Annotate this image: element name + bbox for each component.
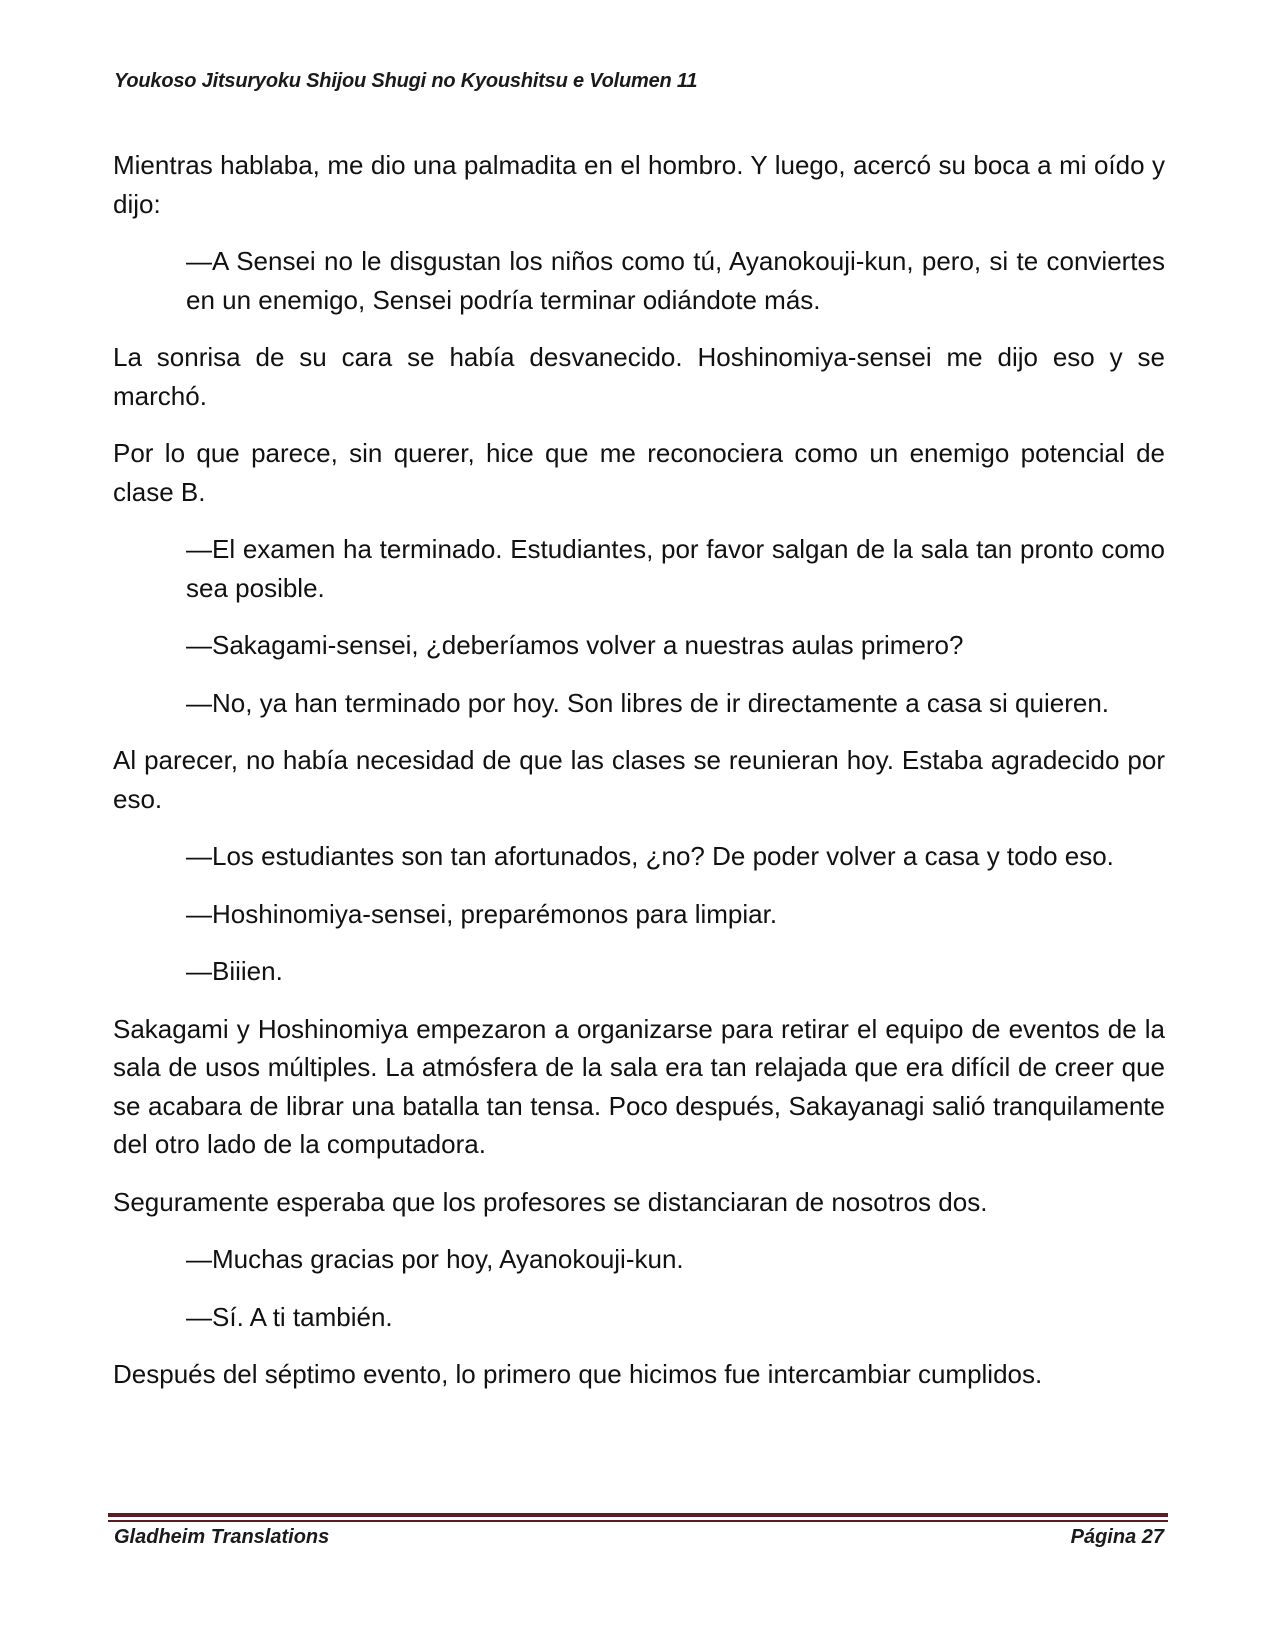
paragraph-dialogue: —A Sensei no le disgustan los niños como tú, Ayanokouji-kun, pero, si te conviertes en un enemigo, Sensei podría terminar odiándote más. xyxy=(186,246,1165,315)
paragraph-narration: Al parecer, no había necesidad de que las clases se reunieran hoy. Estaba agradecido por eso. xyxy=(113,745,1165,814)
running-header: Youkoso Jitsuryoku Shijou Shugi no Kyoushitsu e Volumen 11 xyxy=(114,70,698,92)
paragraph-dialogue: —Hoshinomiya-sensei, preparémonos para limpiar. xyxy=(186,898,778,929)
paragraph-dialogue: —Los estudiantes son tan afortunados, ¿no? De poder volver a casa y todo eso. xyxy=(186,841,1114,871)
footer-translator: Gladheim Translations xyxy=(114,1526,330,1548)
paragraph-narration: Después del séptimo evento, lo primero que hicimos fue intercambiar cumplidos. xyxy=(113,1359,1043,1389)
paragraph-dialogue: —Sí. A ti también. xyxy=(186,1301,393,1332)
paragraph-narration: Sakagami y Hoshinomiya empezaron a organizarse para retirar el equipo de eventos de la sala de usos múltiples. La atmósfera de la sala era tan relajada que era difícil de creer que se acabara de librar una batalla tan tensa. Poco después, Sakayanagi salió tranquilamente del otro lado de la computadora. xyxy=(113,1013,1165,1159)
paragraph-dialogue: —El examen ha terminado. Estudiantes, por favor salgan de la sala tan pronto como sea posible. xyxy=(186,534,1165,603)
paragraph-narration: La sonrisa de su cara se había desvanecido. Hoshinomiya-sensei me dijo eso y se marchó. xyxy=(113,342,1165,411)
paragraph-dialogue: —Biiien. xyxy=(186,956,283,986)
footer-divider-thick xyxy=(108,1513,1168,1517)
footer-divider-thin xyxy=(108,1520,1168,1522)
paragraph-narration: Por lo que parece, sin querer, hice que me reconociera como un enemigo potencial de clase B. xyxy=(113,438,1165,507)
paragraph-narration: Mientras hablaba, me dio una palmadita en el hombro. Y luego, acercó su boca a mi oído y dijo: xyxy=(113,150,1165,219)
footer-page-number: Página 27 xyxy=(1070,1526,1164,1548)
paragraph-narration: Seguramente esperaba que los profesores se distanciaran de nosotros dos. xyxy=(113,1186,988,1217)
paragraph-dialogue: —Muchas gracias por hoy, Ayanokouji-kun. xyxy=(186,1244,684,1274)
page-body xyxy=(113,146,1165,1413)
paragraph-dialogue: —No, ya han terminado por hoy. Son libres de ir directamente a casa si quieren. xyxy=(186,687,1109,718)
paragraph-dialogue: —Sakagami-sensei, ¿deberíamos volver a nuestras aulas primero? xyxy=(186,630,964,660)
